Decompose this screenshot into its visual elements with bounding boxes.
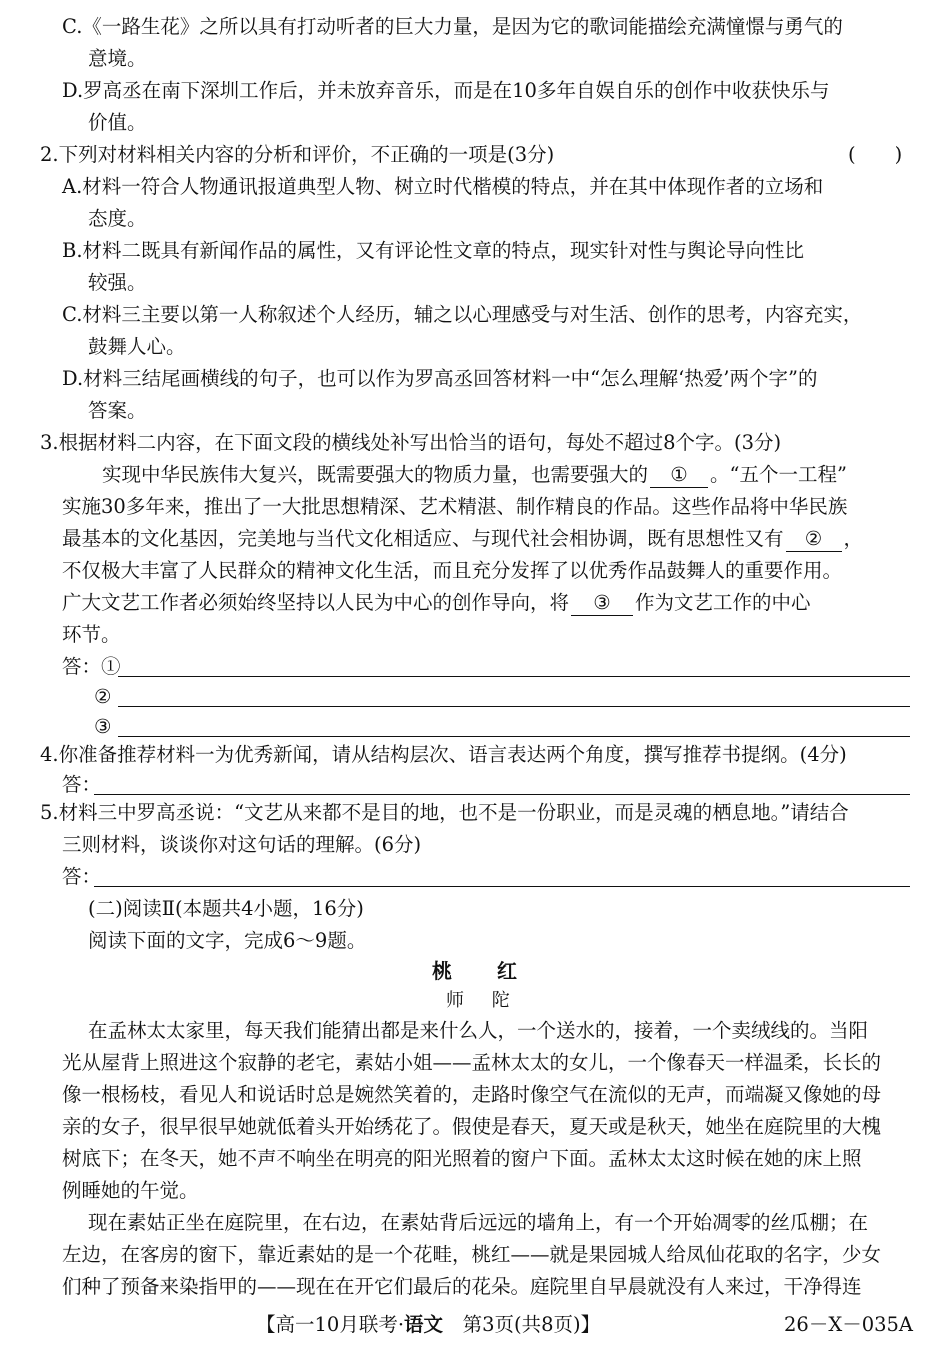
q3-blank-1[interactable]: ① — [650, 463, 708, 488]
passage-para1-line1: 在孟林太太家里，每天我们能猜出都是来什么人，一个送水的，接着，一个卖绒线的。当阳 — [88, 1019, 869, 1042]
q3-answer-label-2: ② — [94, 685, 112, 708]
q3-answer-label-3: ③ — [94, 715, 112, 738]
footer-exam-name: 【高一10月联考 — [256, 1313, 398, 1336]
q5-answer-label: 答： — [62, 865, 102, 888]
q3-passage-line6: 环节。 — [62, 623, 121, 646]
q5-stem-line2: 三则材料，谈谈你对这句话的理解。(6分) — [62, 833, 422, 856]
footer-subject: 语文 — [404, 1313, 444, 1336]
passage-para1-line5: 树底下；在冬天，她不声不响坐在明亮的阳光照着的窗户下面。孟林太太这时候在她的床上照 — [62, 1147, 862, 1170]
q3-passage-text: 。“五个一工程” — [710, 463, 847, 486]
footer-code: 26－X－035A — [784, 1313, 913, 1336]
q3-answer-line-2[interactable] — [118, 706, 910, 707]
q3-passage-line3 — [62, 524, 863, 554]
passage-author: 师 陀 — [446, 990, 510, 1011]
q1-option-c-line2: 意境。 — [88, 47, 147, 70]
q3-passage-text: 实现中华民族伟大复兴，既需要强大的物质力量，也需要强大的 — [102, 463, 649, 486]
q2-option-d-line1: D.材料三结尾画横线的句子，也可以作为罗高丞回答材料一中“怎么理解‘热爱’两个字”的 — [62, 367, 818, 390]
footer-dot: · — [397, 1313, 405, 1336]
q2-option-b-line2: 较强。 — [88, 271, 147, 294]
passage-para1-line4: 亲的女子，很早很早她就低着头开始绣花了。假使是春天，夏天或是秋天，她坐在庭院里的大槐 — [62, 1115, 882, 1138]
passage-para1-line2: 光从屋背上照进这个寂静的老宅，素姑小姐——孟林太太的女儿，一个像春天一样温柔，长长的 — [62, 1051, 882, 1074]
q1-option-c-line1: C.《一路生花》之所以具有打动听者的巨大力量，是因为它的歌词能描绘充满憧憬与勇气的 — [62, 15, 843, 38]
q2-option-a-line1: A.材料一符合人物通讯报道典型人物、树立时代楷模的特点，并在其中体现作者的立场和 — [62, 175, 824, 198]
q3-passage-line2: 实施30多年来，推出了一大批思想精深、艺术精湛、制作精良的作品。这些作品将中华民族 — [62, 495, 848, 518]
q4-stem: 4.你准备推荐材料一为优秀新闻，请从结构层次、语言表达两个角度，撰写推荐书提纲。(4分) — [40, 743, 847, 766]
passage-para1-line3: 像一根杨枝，看见人和说话时总是婉然笑着的，走路时像空气在流似的无声，而端凝又像她的母 — [62, 1083, 882, 1106]
q3-passage-line4: 不仅极大丰富了人民群众的精神文化生活，而且充分发挥了以优秀作品鼓舞人的重要作用。 — [62, 559, 843, 582]
q2-option-b-line1: B.材料二既具有新闻作品的属性，又有评论性文章的特点，现实针对性与舆论导向性比 — [62, 239, 805, 262]
section2-heading: (二)阅读Ⅱ(本题共4小题，16分) — [88, 897, 364, 920]
q3-answer-label-1: 答：① — [62, 655, 121, 678]
passage-para1-line6: 例睡她的午觉。 — [62, 1179, 199, 1202]
q4-answer-line[interactable] — [94, 794, 910, 795]
q2-option-d-line2: 答案。 — [88, 399, 147, 422]
q3-answer-line-3[interactable] — [118, 736, 910, 737]
q3-blank-2[interactable]: ② — [786, 527, 842, 552]
q2-option-c-line1: C.材料三主要以第一人称叙述个人经历，辅之以心理感受与对生活、创作的思考，内容充实， — [62, 303, 863, 326]
q2-option-a-line2: 态度。 — [88, 207, 147, 230]
q5-stem-line1: 5.材料三中罗高丞说：“文艺从来都不是目的地，也不是一份职业，而是灵魂的栖息地。”请结合 — [40, 801, 849, 824]
q3-blank-3[interactable]: ③ — [571, 591, 633, 616]
q1-option-d-line2: 价值。 — [88, 111, 147, 134]
q3-answer-line-1[interactable] — [118, 676, 910, 677]
q3-passage-text: ， — [843, 527, 864, 550]
section2-instruction: 阅读下面的文字，完成6～9题。 — [88, 929, 367, 952]
passage-para2-line2: 左边，在客房的窗下，靠近素姑的是一个花畦，桃红——就是果园城人给凤仙花取的名字，少女 — [62, 1243, 882, 1266]
q3-passage-text: 作为文艺工作的中心 — [635, 591, 811, 614]
passage-title: 桃 红 — [432, 959, 517, 983]
q1-option-d-line1: D.罗高丞在南下深圳工作后，并未放弃音乐，而是在10多年自娱自乐的创作中收获快乐与 — [62, 79, 830, 102]
q2-option-c-line2: 鼓舞人心。 — [88, 335, 186, 358]
page-footer — [256, 1310, 600, 1340]
q5-answer-line[interactable] — [94, 886, 910, 887]
q3-passage-line5 — [62, 588, 811, 618]
q3-passage-text: 最基本的文化基因，完美地与当代文化相适应、与现代社会相协调，既有思想性又有 — [62, 527, 784, 550]
passage-para2-line3: 们种了预备来染指甲的——现在在开它们最后的花朵。庭院里自早晨就没有人来过，干净得连 — [62, 1275, 862, 1298]
q4-answer-label: 答： — [62, 773, 102, 796]
q3-passage-line1 — [102, 460, 847, 490]
passage-para2-line1: 现在素姑正坐在庭院里，在右边，在素姑背后远远的墙角上，有一个开始凋零的丝瓜棚；在 — [88, 1211, 869, 1234]
q3-passage-text: 广大文艺工作者必须始终坚持以人民为中心的创作导向，将 — [62, 591, 570, 614]
q2-stem: 2.下列对材料相关内容的分析和评价，不正确的一项是(3分) — [40, 143, 555, 166]
q3-stem: 3.根据材料二内容，在下面文段的横线处补写出恰当的语句，每处不超过8个字。(3分) — [40, 431, 782, 454]
footer-page-number: 第3页(共8页)】 — [462, 1313, 601, 1336]
q2-answer-paren: ( ) — [848, 143, 903, 166]
